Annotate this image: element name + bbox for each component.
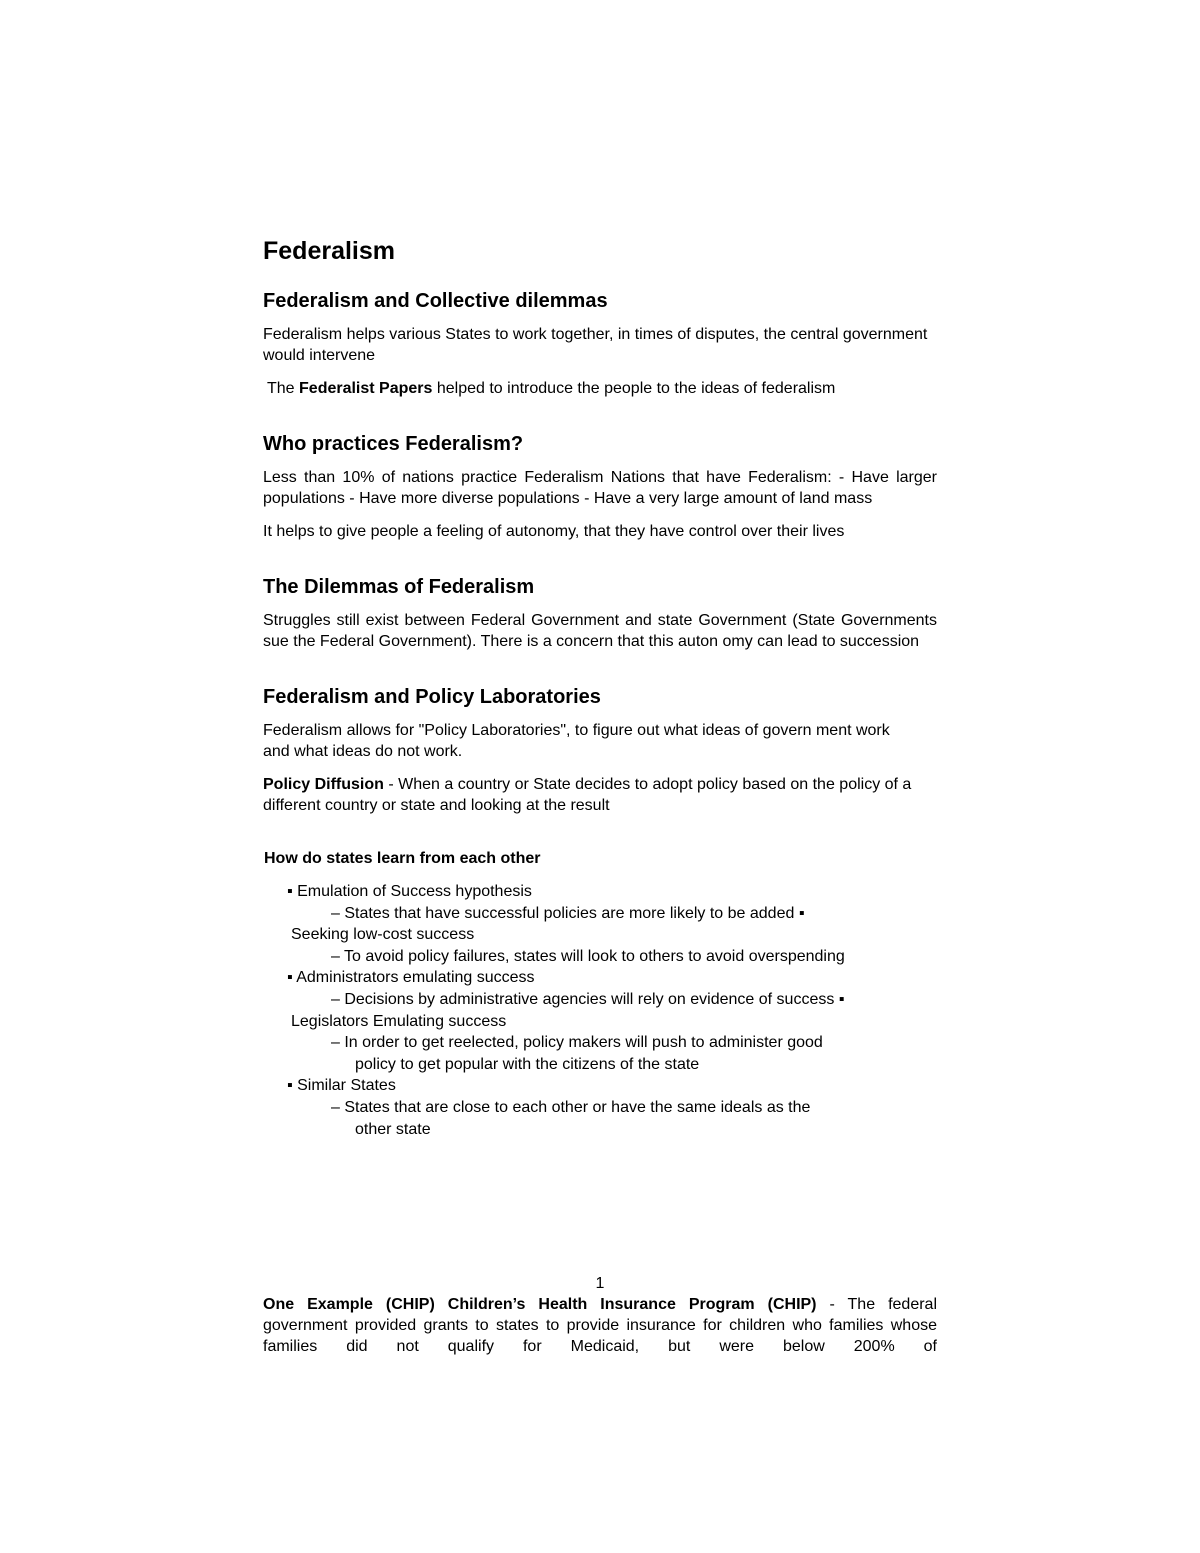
spacer xyxy=(263,411,937,431)
paragraph-federalist-papers xyxy=(263,378,937,399)
list-item: ▪ Administrators emulating success xyxy=(287,969,535,987)
section-heading-policy-laboratories: Federalism and Policy Laboratories xyxy=(263,686,601,708)
text-rest: - When a country or State decides to adopt policy based on the policy of a different country or state and looking at the result xyxy=(263,776,912,814)
section-heading-collective-dilemmas: Federalism and Collective dilemmas xyxy=(263,290,608,312)
list-item: policy to get popular with the citizens of the state xyxy=(355,1055,700,1073)
chip-example-bold: One Example (CHIP) Children’s Health Insurance Program (CHIP) xyxy=(263,1296,817,1313)
document-title: Federalism xyxy=(263,237,396,265)
spacer xyxy=(263,828,937,848)
paragraph-autonomy: It helps to give people a feeling of autonomy, that they have control over their lives xyxy=(263,523,845,540)
list-item: ▪ Similar States xyxy=(287,1077,396,1095)
section-heading-how-states-learn: How do states learn from each other xyxy=(264,850,541,867)
list-item: – In order to get reelected, policy makers will push to administer good xyxy=(331,1034,823,1052)
policy-diffusion-bold: Policy Diffusion xyxy=(263,776,384,793)
spacer xyxy=(263,554,937,574)
text-rest: - The federal government provided grants to states to provide insurance for children who families whose families did not qualify for Medicaid, but were below 200% of xyxy=(263,1296,937,1355)
spacer xyxy=(263,664,937,684)
paragraph-policy-diffusion xyxy=(263,774,937,816)
federalist-papers-bold: Federalist Papers xyxy=(299,380,433,397)
paragraph-less-than-10: Less than 10% of nations practice Federalism Nations that have Federalism: - Have larger populations - Have more diverse populations - Have a very large amount of land mass xyxy=(263,469,937,507)
list-item: other state xyxy=(355,1120,431,1138)
section-heading-who-practices: Who practices Federalism? xyxy=(263,433,524,455)
list-item: Seeking low-cost success xyxy=(291,926,475,944)
paragraph-policy-laboratories: Federalism allows for "Policy Laboratories", to figure out what ideas of govern ment work and what ideas do not work. xyxy=(263,722,890,760)
paragraph-struggles: Struggles still exist between Federal Government and state Government (State Governments sue the Federal Government). There is a concern that this auton omy can lead to succession xyxy=(263,612,937,650)
list-item: Legislators Emulating success xyxy=(291,1012,507,1030)
paragraph-federalism-helps: Federalism helps various States to work together, in times of disputes, the central government would intervene xyxy=(263,326,928,364)
page-number: 1 xyxy=(595,1275,605,1292)
list-item: – To avoid policy failures, states will look to others to avoid overspending xyxy=(331,947,845,965)
list-item: ▪ Emulation of Success hypothesis xyxy=(287,883,532,900)
list-item: – Decisions by administrative agencies will rely on evidence of success ▪ xyxy=(331,990,845,1008)
list-item: – States that have successful policies are more likely to be added ▪ xyxy=(331,904,805,922)
page-content xyxy=(263,236,937,1140)
learning-list xyxy=(263,881,937,1140)
list-item: – States that are close to each other or have the same ideals as the xyxy=(331,1098,811,1116)
section-heading-dilemmas: The Dilemmas of Federalism xyxy=(263,576,535,598)
text-prefix: The xyxy=(267,380,300,397)
paragraph-chip-example xyxy=(263,1294,937,1357)
text-rest: helped to introduce the people to the ideas of federalism xyxy=(432,380,836,397)
